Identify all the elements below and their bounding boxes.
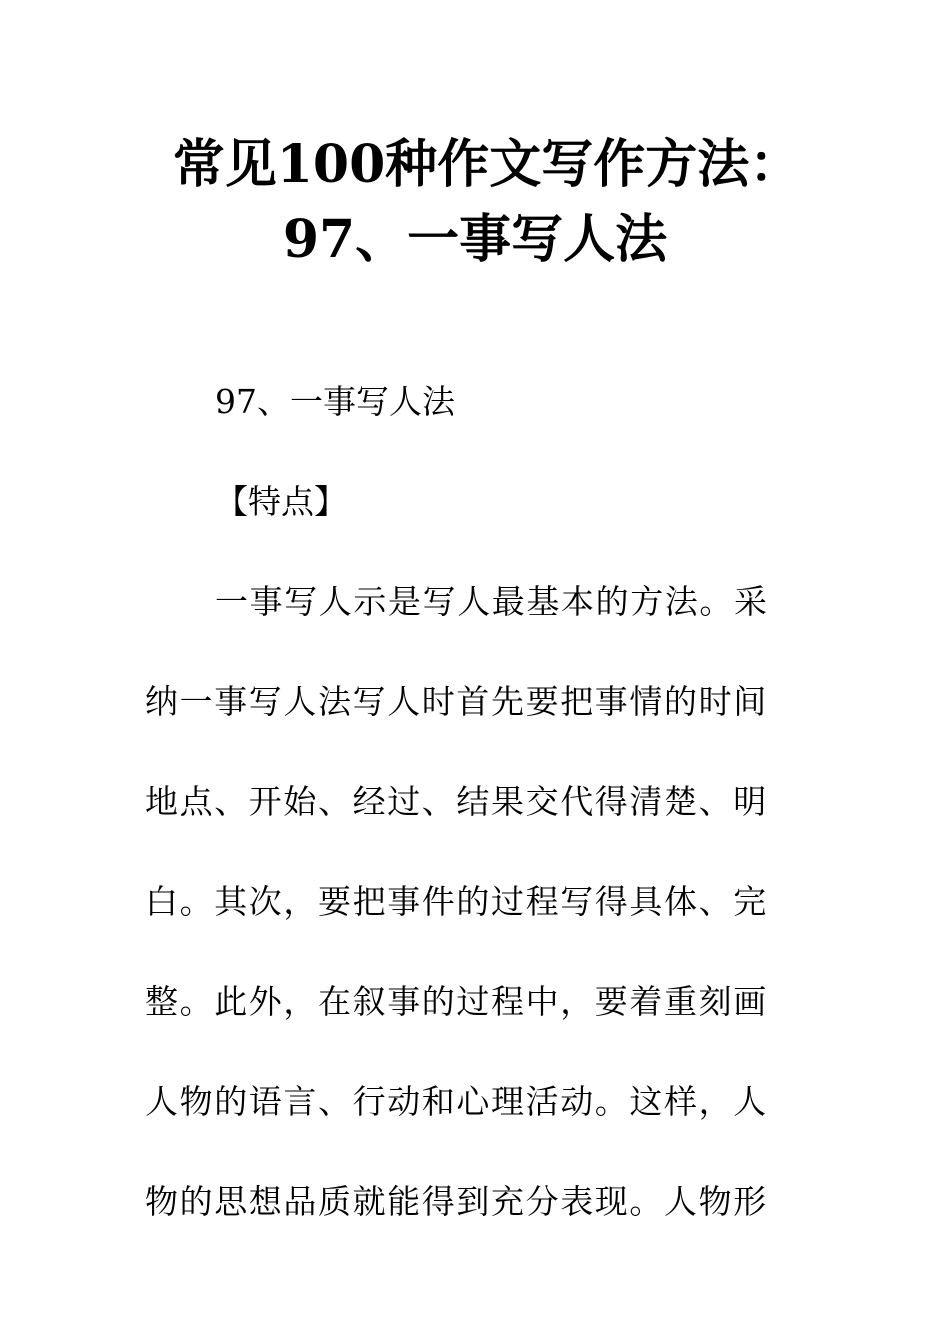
section-subheading: 97、一事写人法 — [215, 382, 455, 421]
feature-label: 【特点】 — [215, 482, 347, 521]
body-line: 物的思想品质就能得到充分表现。人物形 — [145, 1182, 768, 1221]
body-line: 纳一事写人法写人时首先要把事情的时间 — [145, 682, 768, 721]
body-line: 整。此外，在叙事的过程中，要着重刻画 — [145, 982, 768, 1021]
document-title-line-1: 常见100种作文写作方法： — [172, 134, 802, 195]
body-line: 人物的语言、行动和心理活动。这样，人 — [145, 1082, 768, 1121]
document-title-line-2: 97、一事写人法 — [282, 209, 668, 270]
body-line: 一事写人示是写人最基本的方法。采 — [215, 582, 769, 621]
body-line: 地点、开始、经过、结果交代得清楚、明 — [145, 782, 768, 821]
body-line: 白。其次，要把事件的过程写得具体、完 — [145, 882, 768, 921]
